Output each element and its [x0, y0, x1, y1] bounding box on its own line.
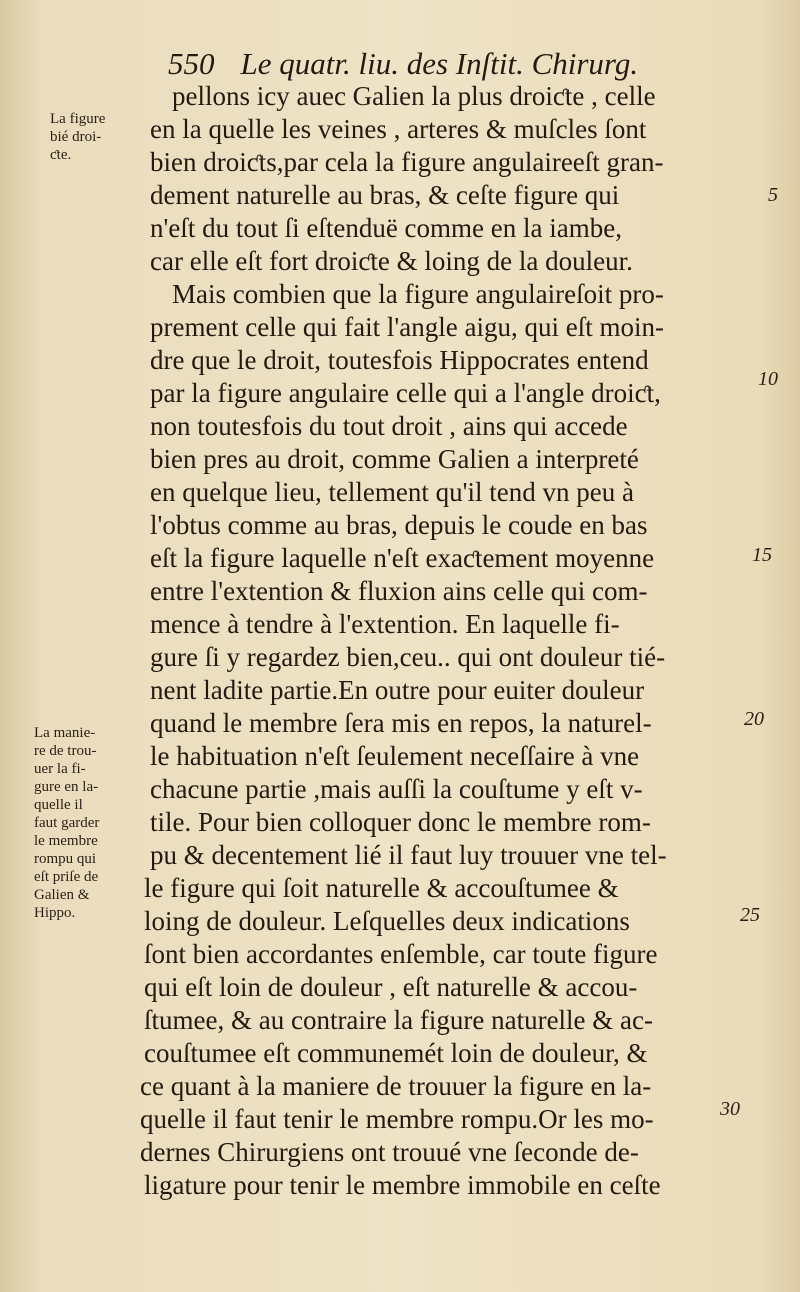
text-line: pu & decentement lié il faut luy trouuer vne tel- — [150, 840, 667, 870]
text-line: le habituation n'eſt ſeulement neceſſaire à vne — [150, 741, 640, 771]
text-line: eſt la figure laquelle n'eſt exaƈtement moyenne — [150, 543, 655, 573]
text-line: ligature pour tenir le membre immobile en ceſte — [144, 1170, 661, 1200]
folio-number: 550 — [168, 46, 215, 81]
text-line: couſtumee eſt communemét loin de douleur, & — [144, 1038, 648, 1068]
text-line: dement naturelle au bras, & ceſte figure qui — [150, 180, 620, 210]
text-line: chacune partie ,mais auſſi la couſtume y eſt v- — [150, 774, 643, 804]
line-number: 15 — [752, 544, 772, 566]
margin-note-line: faut garder — [34, 815, 100, 831]
margin-note-line: La figure — [50, 111, 106, 127]
text-line: non toutesfois du tout droit , ains qui accede — [150, 411, 628, 441]
margin-note-line: Hippo. — [34, 905, 76, 921]
text-line: pellons icy auec Galien la plus droiƈte , celle — [172, 81, 656, 111]
text-line: nent ladite partie.En outre pour euiter douleur — [150, 675, 645, 705]
text-line: en la quelle les veines , arteres & muſcles ſont — [150, 114, 647, 144]
text-line: entre l'extention & fluxion ains celle qui com- — [150, 576, 648, 606]
text-line: n'eſt du tout ſi eſtenduë comme en la iambe, — [150, 213, 622, 243]
margin-note-line: rompu qui — [34, 851, 97, 867]
margin-note-line: La manie- — [34, 725, 96, 741]
text-line: dre que le droit, toutesfois Hippocrates entend — [150, 345, 649, 375]
text-line: gure ſi y regardez bien,ceu.. qui ont douleur tié- — [150, 642, 666, 672]
text-line: car elle eſt fort droiƈte & loing de la douleur. — [150, 246, 633, 276]
text-line: le figure qui ſoit naturelle & accouſtumee & — [144, 873, 619, 903]
text-line: l'obtus comme au bras, depuis le coude en bas — [150, 510, 648, 540]
margin-note-line: ƈte. — [50, 147, 72, 163]
text-line: quand le membre ſera mis en repos, la naturel- — [150, 708, 652, 738]
text-line: mence à tendre à l'extention. En laquelle fi- — [150, 609, 620, 639]
line-number: 30 — [720, 1098, 740, 1120]
line-number: 5 — [768, 184, 778, 206]
line-number: 20 — [744, 708, 764, 730]
running-title: Le quatr. liu. des Inſtit. Chirurg. — [240, 46, 639, 81]
margin-note-line: le membre — [34, 833, 98, 849]
text-line: en quelque lieu, tellement qu'il tend vn peu à — [150, 477, 634, 507]
text-line: Mais combien que la figure angulaireſoit pro- — [172, 279, 664, 309]
text-line: tile. Pour bien colloquer donc le membre rom- — [150, 807, 651, 837]
margin-note-line: bié droi- — [50, 129, 102, 145]
line-number: 25 — [740, 904, 760, 926]
margin-note-line: uer la fi- — [34, 761, 86, 777]
text-line: bien pres au droit, comme Galien a interpreté — [150, 444, 639, 474]
text-line: loing de douleur. Leſquelles deux indications — [144, 906, 630, 936]
text-line: prement celle qui fait l'angle aigu, qui eſt moin- — [150, 312, 664, 342]
margin-note-line: eſt priſe de — [34, 869, 99, 885]
text-line: quelle il faut tenir le membre rompu.Or les mo- — [140, 1104, 654, 1134]
text-line: ce quant à la maniere de trouuer la figure en la- — [140, 1071, 652, 1101]
text-line: par la figure angulaire celle qui a l'angle droiƈt, — [150, 378, 661, 408]
text-line: dernes Chirurgiens ont trouué vne ſeconde de- — [140, 1137, 639, 1167]
text-line: ſtumee, & au contraire la figure naturelle & ac- — [144, 1005, 654, 1035]
text-line: bien droiƈts,par cela la figure angulaireeſt gran- — [150, 147, 664, 177]
margin-note-line: quelle il — [34, 797, 83, 813]
margin-note-line: Galien & — [34, 887, 90, 903]
margin-note-figure — [50, 110, 105, 164]
margin-note-manner — [34, 724, 140, 922]
text-line: ſont bien accordantes enſemble, car toute figure — [144, 939, 658, 969]
line-number: 10 — [758, 368, 778, 390]
page-header — [168, 44, 688, 84]
margin-note-line: re de trou- — [34, 743, 97, 759]
margin-note-line: gure en la- — [34, 779, 99, 795]
text-line: qui eſt loin de douleur , eſt naturelle & accou- — [144, 972, 638, 1002]
